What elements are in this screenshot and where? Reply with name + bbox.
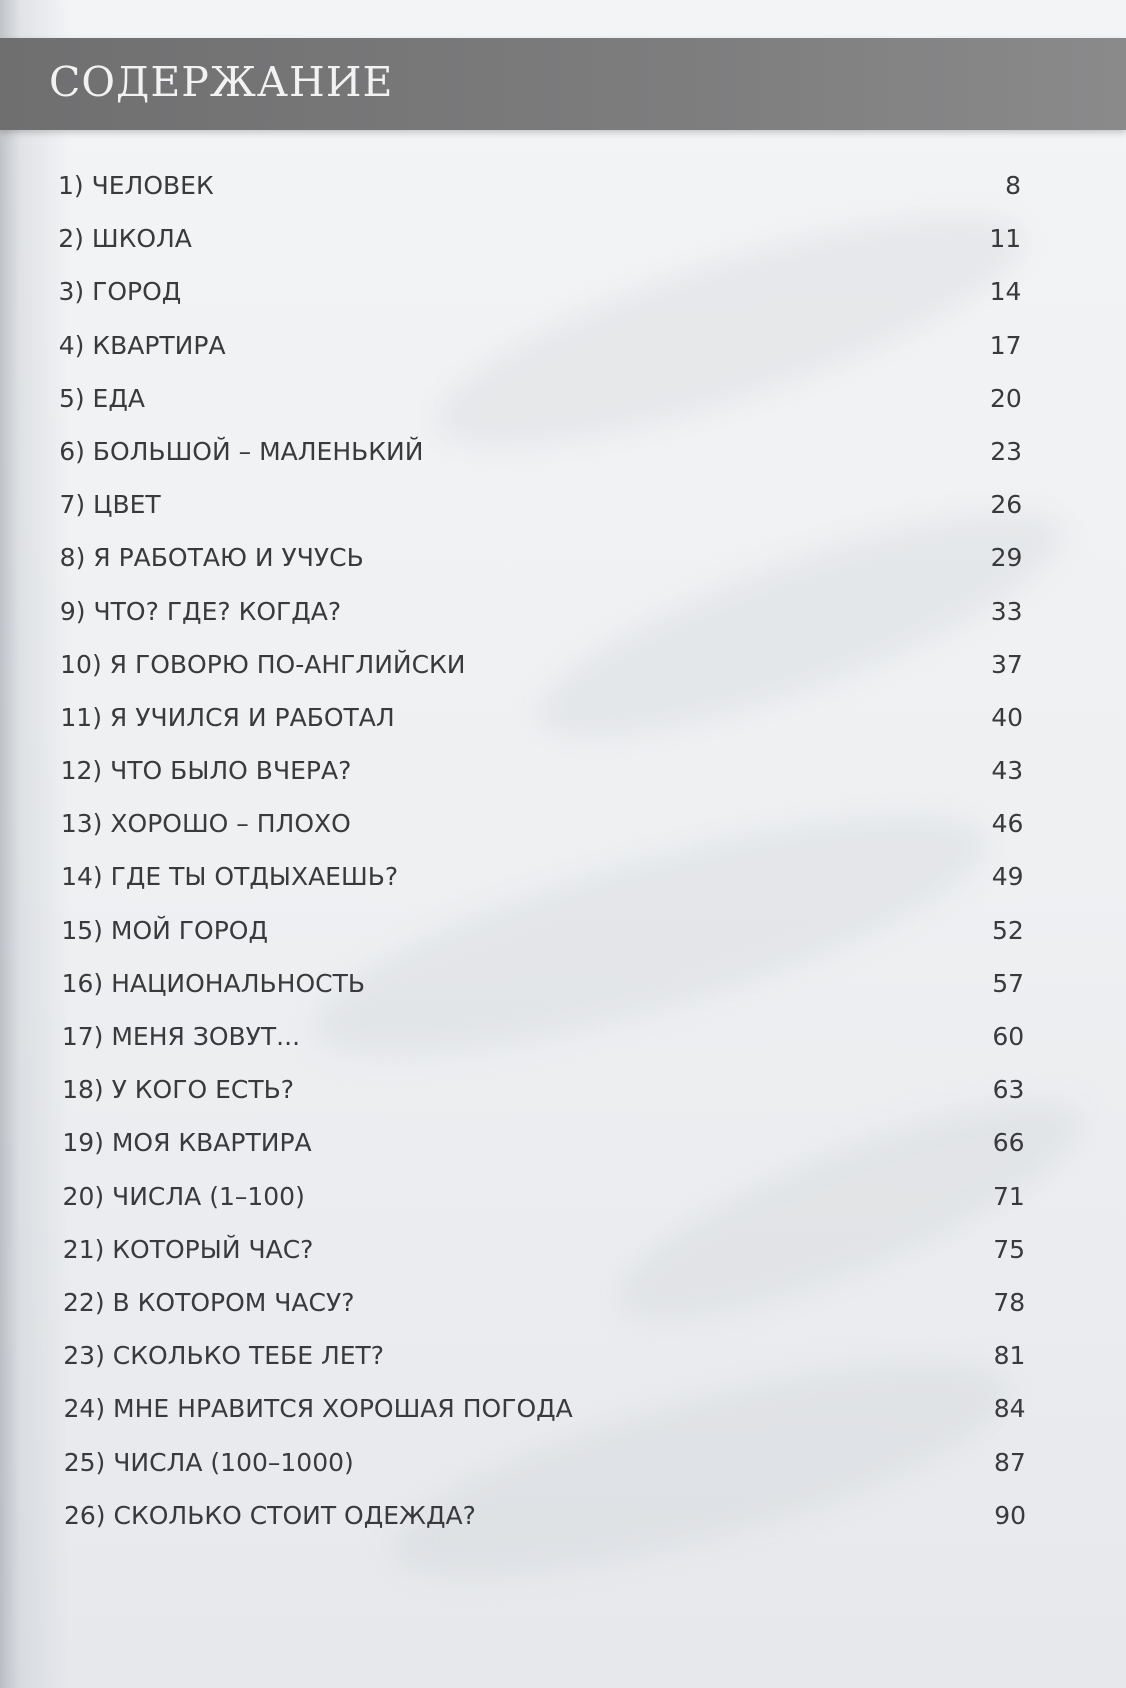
- toc-entry-title: 1) ЧЕЛОВЕК: [58, 171, 214, 200]
- toc-entry-title: 23) СКОЛЬКО ТЕБЕ ЛЕТ?: [63, 1341, 385, 1371]
- toc-entry-page-number: 52: [991, 915, 1024, 945]
- toc-entry-title: 20) ЧИСЛА (1–100): [62, 1181, 305, 1211]
- toc-entry-page-number: 71: [992, 1181, 1025, 1211]
- toc-entry: [0, 1170, 1126, 1223]
- toc-entry-page-number: 49: [991, 862, 1024, 892]
- toc-entry: [0, 265, 1126, 318]
- toc-entry-title: 14) ГДЕ ТЫ ОТДЫХАЕШЬ?: [61, 862, 399, 892]
- toc-entry: [0, 1223, 1126, 1276]
- toc-entry-title: 4) КВАРТИРА: [58, 330, 226, 360]
- toc-entry-title: 22) В КОТОРОМ ЧАСУ?: [63, 1287, 355, 1317]
- toc-entry-page-number: 84: [993, 1394, 1026, 1424]
- toc-entry-title: 9) ЧТО? ГДЕ? КОГДА?: [59, 596, 342, 626]
- toc-entry-title: 8) Я РАБОТАЮ И УЧУСЬ: [59, 543, 364, 573]
- toc-entry: [0, 850, 1126, 903]
- toc-entry-title: 21) КОТОРЫЙ ЧАС?: [62, 1234, 314, 1264]
- toc-entry-title: 2) ШКОЛА: [58, 224, 192, 254]
- toc-entry-page-number: 20: [989, 383, 1022, 413]
- toc-entry-page-number: 23: [990, 436, 1022, 466]
- toc-entry: [0, 691, 1126, 744]
- toc-entry-page-number: 37: [990, 649, 1023, 679]
- toc-entry: [0, 319, 1126, 372]
- toc-entry: [0, 585, 1126, 638]
- toc-entry-page-number: 26: [990, 490, 1023, 520]
- toc-entry-title: 18) У КОГО ЕСТЬ?: [62, 1075, 295, 1105]
- toc-entry-page-number: 60: [992, 1022, 1025, 1051]
- toc-entry-page-number: 90: [994, 1500, 1026, 1530]
- toc-entry-page-number: 8: [1005, 171, 1021, 200]
- toc-entry-page-number: 43: [991, 756, 1024, 786]
- toc-entry-title: 26) СКОЛЬКО СТОИТ ОДЕЖДА?: [64, 1500, 476, 1530]
- toc-entry-title: 17) МЕНЯ ЗОВУТ...: [61, 1022, 301, 1051]
- toc-entry-page-number: 29: [990, 543, 1023, 573]
- toc-entry-page-number: 17: [989, 330, 1022, 360]
- toc-entry-title: 3) ГОРОД: [58, 277, 182, 307]
- toc-entry-title: 7) ЦВЕТ: [59, 490, 161, 520]
- toc-entry-page-number: 14: [989, 277, 1022, 307]
- toc-entry-title: 6) БОЛЬШОЙ – МАЛЕНЬКИЙ: [59, 436, 424, 466]
- toc-entry: [0, 372, 1126, 425]
- toc-entry-title: 5) ЕДА: [58, 383, 145, 413]
- page-title: СОДЕРЖАНИЕ: [49, 58, 394, 106]
- toc-entry-title: 10) Я ГОВОРЮ ПО-АНГЛИЙСКИ: [60, 649, 466, 679]
- toc-entry: [0, 1436, 1126, 1489]
- toc-entry: [0, 797, 1126, 850]
- toc-entry: [0, 744, 1126, 797]
- toc-entry: [0, 638, 1126, 691]
- toc-entry-title: 11) Я УЧИЛСЯ И РАБОТАЛ: [60, 702, 395, 732]
- toc-entry-title: 12) ЧТО БЫЛО ВЧЕРА?: [60, 756, 352, 786]
- toc-entry-page-number: 46: [991, 809, 1024, 839]
- toc-entry: [0, 212, 1126, 265]
- toc-entry: [0, 1382, 1126, 1435]
- toc-entry-page-number: 57: [992, 968, 1024, 998]
- toc-entry-page-number: 11: [989, 224, 1022, 254]
- toc-entry: [0, 1116, 1126, 1169]
- toc-entry-page-number: 78: [993, 1287, 1026, 1317]
- toc-entry-page-number: 87: [993, 1447, 1026, 1477]
- toc-entry: [0, 1489, 1126, 1542]
- header-bar: [0, 38, 1126, 130]
- toc-entry: [0, 159, 1126, 212]
- toc-entry: [0, 425, 1126, 478]
- toc-entry: [0, 904, 1126, 957]
- toc-entry-title: 15) МОЙ ГОРОД: [61, 915, 268, 945]
- toc-entry-page-number: 75: [993, 1234, 1025, 1264]
- toc-entry-title: 25) ЧИСЛА (100–1000): [63, 1447, 354, 1477]
- toc-entry-page-number: 40: [991, 702, 1023, 732]
- toc-entry-title: 13) ХОРОШО – ПЛОХО: [60, 809, 351, 839]
- toc-entry-page-number: 33: [990, 596, 1023, 626]
- toc-entry: [0, 531, 1126, 584]
- toc-entry: [0, 957, 1126, 1010]
- toc-entry-title: 24) МНЕ НРАВИТСЯ ХОРОШАЯ ПОГОДА: [63, 1394, 573, 1424]
- toc-entry-title: 16) НАЦИОНАЛЬНОСТЬ: [61, 968, 365, 998]
- table-of-contents: [0, 159, 1126, 1542]
- toc-entry-page-number: 81: [993, 1341, 1026, 1371]
- toc-entry-title: 19) МОЯ КВАРТИРА: [62, 1128, 312, 1158]
- toc-entry: [0, 1010, 1126, 1063]
- toc-entry: [0, 1063, 1126, 1116]
- toc-entry: [0, 1276, 1126, 1329]
- toc-entry-page-number: 63: [992, 1075, 1025, 1105]
- toc-entry: [0, 478, 1126, 531]
- toc-entry: [0, 1329, 1126, 1382]
- toc-entry-page-number: 66: [992, 1128, 1025, 1158]
